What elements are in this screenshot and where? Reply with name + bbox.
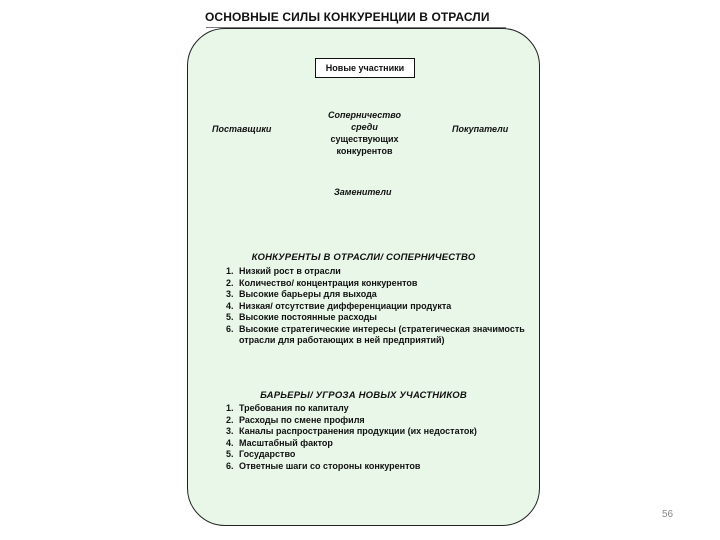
list-item: 6. Высокие стратегические интересы (стратегическая значимость отрасли для работающих в ней предприятий) [226, 323, 525, 345]
list-item: 3. Каналы распространения продукции (их недостаток) [226, 426, 477, 436]
rivalry-line: Соперничество [327, 110, 401, 120]
rivalry-line: среди [351, 122, 378, 132]
list-item: 6. Ответные шаги со стороны конкурентов [226, 460, 421, 471]
page-title: ОСНОВНЫЕ СИЛЫ КОНКУРЕНЦИИ В ОТРАСЛИ [205, 10, 490, 24]
suppliers-label: Поставщики [212, 124, 272, 134]
list-item: 4. Масштабный фактор [226, 437, 333, 448]
list-item: 1. Требования по капиталу [226, 403, 349, 413]
barriers-list [226, 403, 526, 472]
buyers-label: Покупатели [452, 124, 509, 134]
competitors-heading: КОНКУРЕНТЫ В ОТРАСЛИ/ СОПЕРНИЧЕСТВО [251, 252, 476, 263]
rivalry-line: существующих [330, 134, 399, 144]
list-item: 1. Низкий рост в отрасли [226, 266, 341, 276]
competitors-list [226, 266, 526, 347]
substitutes-label: Заменители [334, 187, 392, 197]
list-item: 3. Высокие барьеры для выхода [226, 289, 377, 299]
list-item: 4. Низкая/ отсутствие дифференциации продукта [226, 300, 452, 311]
slide-number: 56 [662, 509, 674, 520]
barriers-heading: БАРЬЕРЫ/ УГРОЗА НОВЫХ УЧАСТНИКОВ [260, 390, 467, 401]
rivalry-line: конкурентов [336, 146, 393, 156]
list-item: 5. Государство [226, 449, 296, 459]
list-item: 2. Количество/ концентрация конкурентов [226, 277, 418, 288]
list-item: 2. Расходы по смене профиля [226, 414, 365, 425]
list-item: 5. Высокие постоянные расходы [226, 312, 377, 322]
new-entrants-box: Новые участники [315, 58, 415, 78]
rivalry-block [307, 109, 422, 157]
